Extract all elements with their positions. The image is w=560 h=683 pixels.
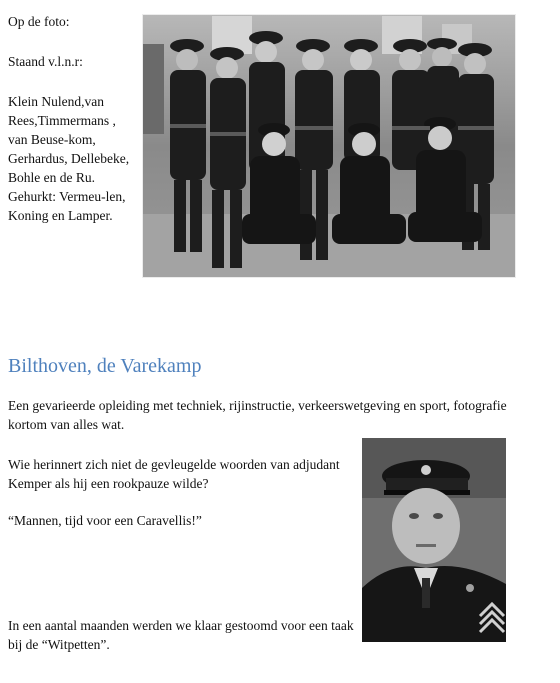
quote-paragraph: “Mannen, tijd voor een Caravellis!” bbox=[8, 513, 202, 528]
caption-subheading: Staand v.l.n.r: bbox=[8, 54, 83, 69]
intro-paragraph: Een gevarieerde opleiding met techniek, rijinstructie, verkeerswetgeving en sport, fotografie kortom van alles wat. bbox=[8, 398, 507, 432]
quote-intro-paragraph: Wie herinnert zich niet de gevleugelde woorden van adjudant Kemper als hij een rookpauze wilde? bbox=[8, 457, 340, 491]
outro-paragraph: In een aantal maanden werden we klaar gestoomd voor een taak bij de “Witpetten”. bbox=[8, 618, 354, 652]
portrait-photo bbox=[362, 438, 506, 642]
caption-names: Klein Nulend,van Rees,Timmermans , van Beuse-kom, Gerhardus, Dellebeke, Bohle en de Ru. Gehurkt: Vermeu-len, Koning en Lamper. bbox=[8, 94, 130, 223]
group-photo bbox=[142, 14, 516, 278]
section-heading: Bilthoven, de Varekamp bbox=[8, 355, 202, 377]
caption-heading: Op de foto: bbox=[8, 14, 70, 29]
photo-caption bbox=[8, 12, 138, 225]
